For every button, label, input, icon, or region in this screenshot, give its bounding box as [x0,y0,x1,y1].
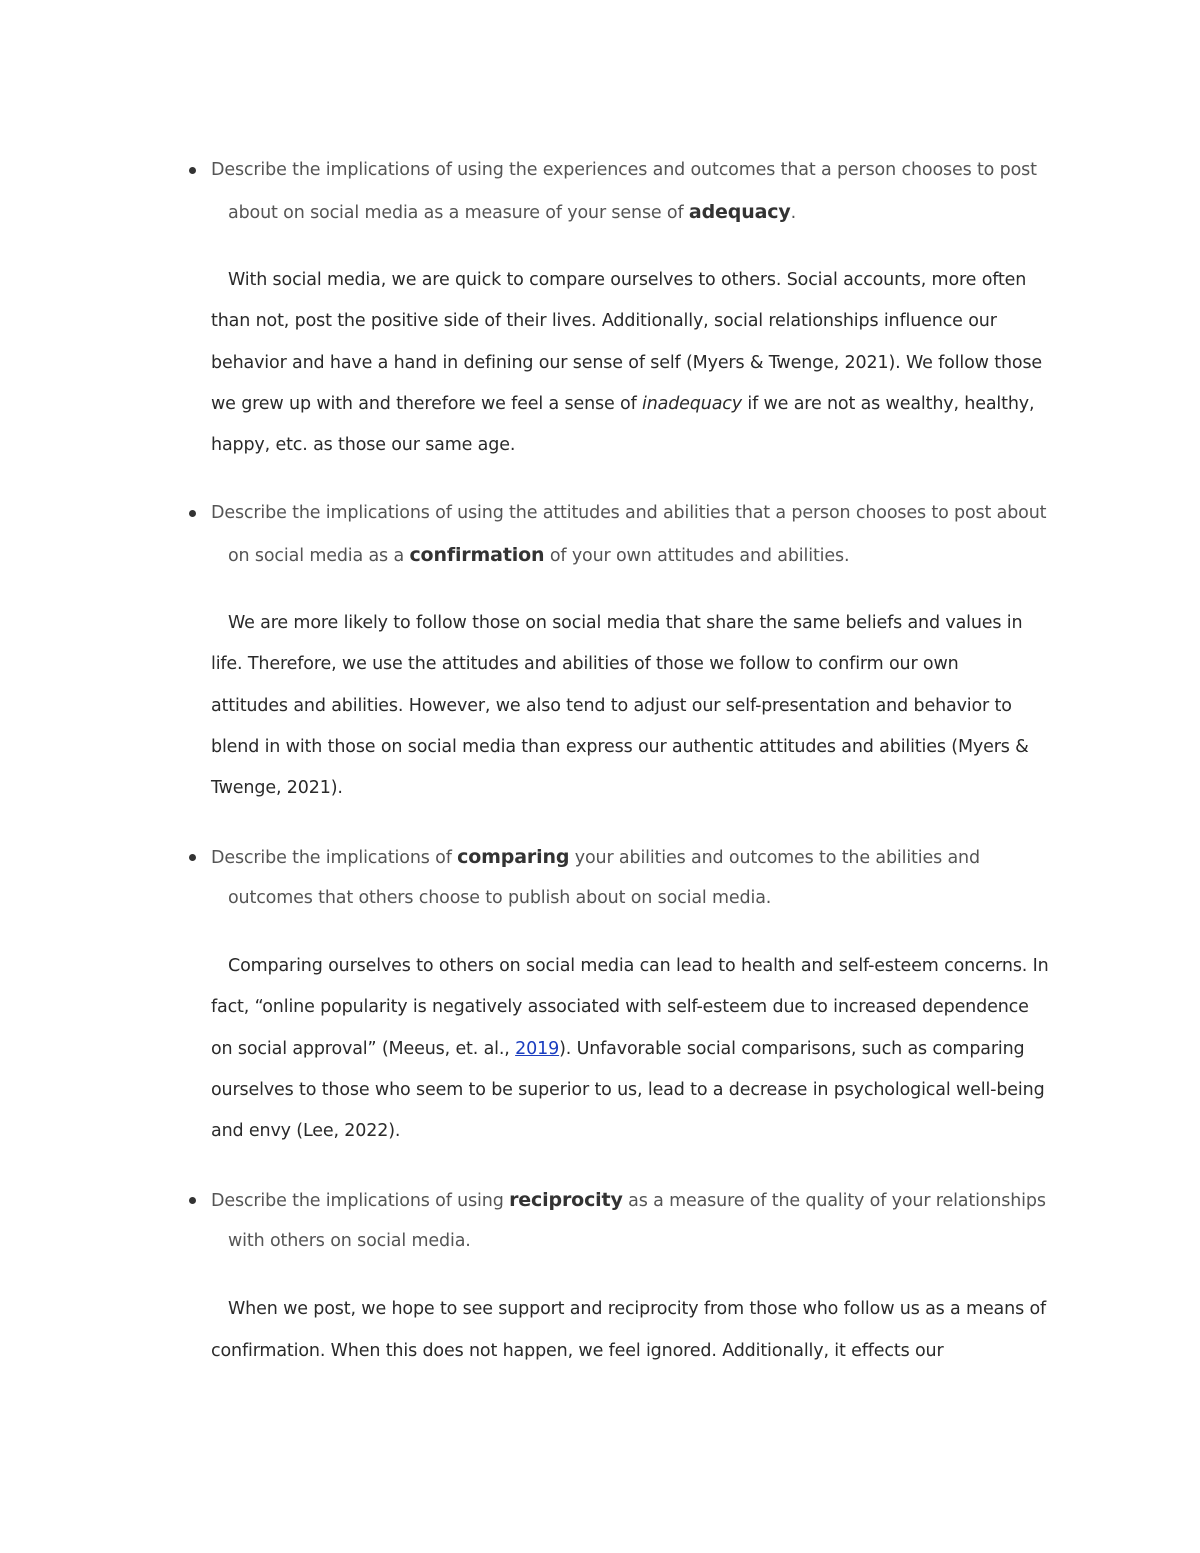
answer-1-line-4 [211,391,1034,417]
bullet-2 [189,510,196,517]
keyword-comparing: comparing [457,846,570,868]
question-1-line-2 [228,199,796,226]
answer-1-line-1: With social media, we are quick to compare ourselves to others. Social accounts, more often [228,270,1027,290]
answer-4-line-1: When we post, we hope to see support and reciprocity from those who follow us as a means of [228,1299,1047,1319]
question-2-text-post: of your own attitudes and abilities. [544,546,850,566]
answer-3-line-2: fact, “online popularity is negatively associated with self-esteem due to increased dependence [211,997,1029,1017]
answer-3-line-5: and envy (Lee, 2022). [211,1121,401,1141]
italic-inadequacy: inadequacy [642,394,742,414]
answer-1-line-5: happy, etc. as those our same age. [211,435,516,455]
answer-3-line-4: ourselves to those who seem to be superior to us, lead to a decrease in psychological well-being [211,1080,1045,1100]
question-2-line-1: Describe the implications of using the attitudes and abilities that a person chooses to post about [211,503,1047,523]
answer-2-line-5: Twenge, 2021). [211,778,343,798]
question-1-text-pre: about on social media as a measure of your sense of [228,203,689,223]
answer-2-line-3: attitudes and abilities. However, we also tend to adjust our self-presentation and behavior to [211,696,1012,716]
question-1-line-1: Describe the implications of using the experiences and outcomes that a person chooses to post [211,160,1037,180]
question-2-text-pre: on social media as a [228,546,410,566]
question-4-text-pre: Describe the implications of using [211,1191,510,1211]
answer-3-line-3 [211,1036,1025,1062]
question-4-line-1 [211,1187,1046,1214]
keyword-adequacy: adequacy [688,201,791,223]
citation-link-2019[interactable]: 2019 [515,1039,560,1059]
answer-2-line-1: We are more likely to follow those on social media that share the same beliefs and values in [228,613,1023,633]
answer-1-line-2: than not, post the positive side of their lives. Additionally, social relationships influence our [211,311,997,331]
answer-1-line-3: behavior and have a hand in defining our sense of self (Myers & Twenge, 2021). We follow those [211,353,1043,373]
answer-2-line-2: life. Therefore, we use the attitudes and abilities of those we follow to confirm our own [211,654,959,674]
answer-1-text-post: if we are not as wealthy, healthy, [741,394,1035,414]
question-1-text-post: . [790,203,797,223]
question-3-line-2: outcomes that others choose to publish about on social media. [228,888,772,908]
answer-4-line-2: confirmation. When this does not happen, we feel ignored. Additionally, it effects our [211,1341,944,1361]
keyword-confirmation: confirmation [409,544,545,566]
question-2-line-2 [228,542,849,569]
bullet-3 [189,854,196,861]
question-3-text-pre: Describe the implications of [211,848,458,868]
question-4-text-post: as a measure of the quality of your relationships [622,1191,1046,1211]
answer-3-text-pre: on social approval” (Meeus, et. al., [211,1039,516,1059]
question-3-text-post: your abilities and outcomes to the abilities and [569,848,980,868]
answer-2-line-4: blend in with those on social media than express our authentic attitudes and abilities (Myers & [211,737,1029,757]
answer-1-text-pre: we grew up with and therefore we feel a sense of [211,394,642,414]
answer-3-line-1: Comparing ourselves to others on social media can lead to health and self-esteem concerns. In [228,956,1049,976]
question-3-line-1 [211,844,980,871]
keyword-reciprocity: reciprocity [509,1189,623,1211]
answer-3-text-post: ). Unfavorable social comparisons, such as comparing [559,1039,1025,1059]
question-4-line-2: with others on social media. [228,1231,471,1251]
bullet-1 [189,167,196,174]
bullet-4 [189,1197,196,1204]
